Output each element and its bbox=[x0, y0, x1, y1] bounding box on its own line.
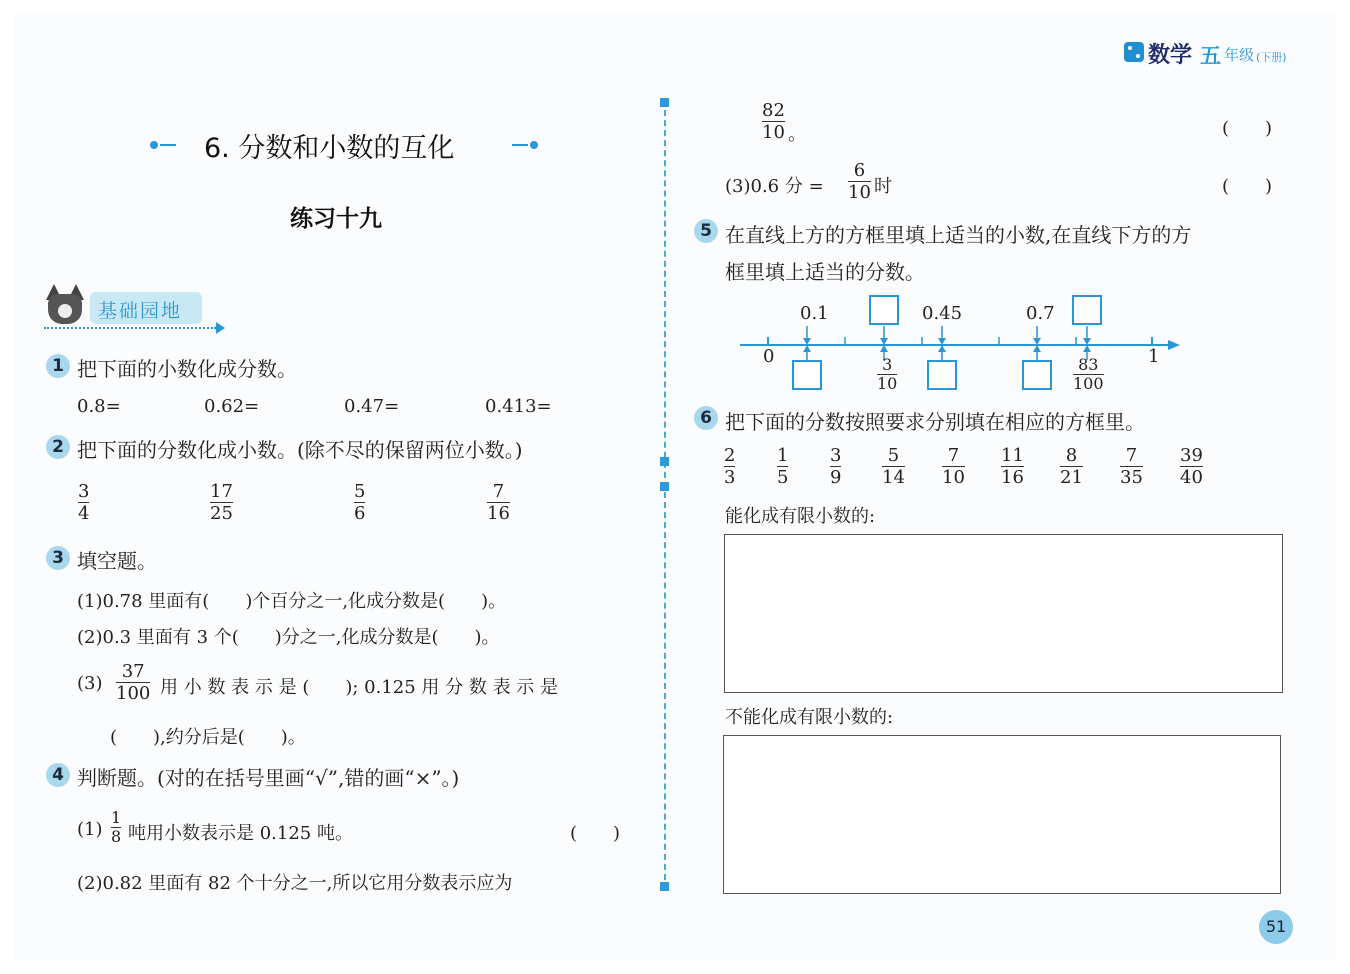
infinite-decimal-answer-box[interactable] bbox=[723, 735, 1281, 894]
number-line-label-above: 0.45 bbox=[922, 303, 963, 324]
q4-item1-prefix: (1) bbox=[77, 819, 103, 840]
infinite-decimal-label: 不能化成有限小数的: bbox=[725, 707, 894, 728]
q2-fraction: 5 6 bbox=[354, 481, 366, 524]
q4-item3-prefix: (3)0.6 分 = bbox=[725, 176, 824, 197]
q6-text: 把下面的分数按照要求分别填在相应的方框里。 bbox=[725, 410, 1145, 434]
q4-item2-answer[interactable]: ( ) bbox=[1222, 118, 1273, 139]
divider-marker bbox=[660, 482, 669, 491]
header-grade: 年级 bbox=[1224, 46, 1255, 64]
arrow-icon bbox=[216, 322, 225, 334]
q3-line3-fraction: 37 100 bbox=[116, 661, 151, 704]
number-line-fraction: 3 10 bbox=[877, 355, 898, 393]
divider-marker bbox=[660, 98, 669, 107]
header-subject: 数学 bbox=[1148, 43, 1193, 68]
title-decoration-right bbox=[512, 141, 538, 149]
q5-line1: 在直线上方的方框里填上适当的小数,在直线下方的方 bbox=[725, 223, 1192, 247]
q4-text: 判断题。(对的在括号里画“√”,错的画“×”。) bbox=[77, 766, 460, 790]
q3-line1: (1)0.78 里面有( )个百分之一,化成分数是( )。 bbox=[77, 591, 507, 612]
q3-line4: ( ),约分后是( )。 bbox=[110, 727, 306, 748]
q4-item1-fraction: 1 8 bbox=[111, 808, 122, 846]
divider-marker bbox=[660, 457, 669, 466]
q6-fraction: 39 40 bbox=[1180, 445, 1203, 488]
badge-label: 基础园地 bbox=[98, 300, 183, 322]
q6-fraction: 7 10 bbox=[942, 445, 965, 488]
q6-fraction: 3 9 bbox=[830, 445, 842, 488]
finite-decimal-answer-box[interactable] bbox=[724, 534, 1283, 693]
q2-number: 2 bbox=[46, 435, 70, 459]
q6-fraction: 11 16 bbox=[1001, 445, 1024, 488]
number-line-label-above: 0.7 bbox=[1026, 303, 1055, 324]
q6-fraction: 7 35 bbox=[1120, 445, 1143, 488]
title-decoration-left bbox=[150, 141, 176, 149]
q3-line2: (2)0.3 里面有 3 个( )分之一,化成分数是( )。 bbox=[77, 627, 500, 648]
q4-item3-fraction: 6 10 bbox=[848, 160, 871, 203]
q4-number: 4 bbox=[46, 763, 70, 787]
number-line-answer-box[interactable] bbox=[1072, 295, 1102, 325]
number-line-answer-box[interactable] bbox=[1022, 360, 1052, 390]
q1-text: 把下面的小数化成分数。 bbox=[77, 357, 297, 381]
q4-item3-end: 时 bbox=[874, 176, 892, 197]
number-line-fraction: 83 100 bbox=[1073, 355, 1104, 393]
number-line-label-above: 0.1 bbox=[800, 303, 829, 324]
q4-item2-fraction: 82 10 bbox=[762, 100, 785, 143]
header-volume: (下册) bbox=[1256, 51, 1287, 64]
finite-decimal-label: 能化成有限小数的: bbox=[725, 506, 876, 527]
q5-line2: 框里填上适当的分数。 bbox=[725, 260, 925, 284]
page-divider bbox=[664, 100, 666, 890]
header-grade-num: 五 bbox=[1200, 44, 1221, 68]
q3-line3-text: 用 小 数 表 示 是 ( ); 0.125 用 分 数 表 示 是 bbox=[160, 677, 559, 698]
q4-item3-answer[interactable]: ( ) bbox=[1222, 176, 1273, 197]
section-subtitle: 练习十九 bbox=[290, 206, 382, 232]
q4-item1-answer[interactable]: ( ) bbox=[570, 823, 621, 844]
q1-item: 0.8= bbox=[77, 396, 121, 417]
q1-item: 0.47= bbox=[344, 396, 400, 417]
badge-underline bbox=[44, 327, 216, 329]
q6-fraction: 2 3 bbox=[724, 445, 736, 488]
q2-fraction: 3 4 bbox=[78, 481, 90, 524]
mascot-icon bbox=[46, 284, 86, 326]
number-line-answer-box[interactable] bbox=[927, 360, 957, 390]
q6-fraction: 5 14 bbox=[882, 445, 905, 488]
q1-number: 1 bbox=[46, 354, 70, 378]
number-line-answer-box[interactable] bbox=[792, 360, 822, 390]
q3-text: 填空题。 bbox=[77, 549, 157, 573]
q2-fraction: 17 25 bbox=[210, 481, 233, 524]
q6-fraction: 8 21 bbox=[1060, 445, 1083, 488]
q4-item2-text: (2)0.82 里面有 82 个十分之一,所以它用分数表示应为 bbox=[77, 873, 513, 894]
badge bbox=[44, 282, 234, 338]
q1-item: 0.413= bbox=[485, 396, 552, 417]
q3-line3-prefix: (3) bbox=[77, 673, 103, 694]
q6-fraction: 1 5 bbox=[777, 445, 789, 488]
q4-item1-text: 吨用小数表示是 0.125 吨。 bbox=[128, 823, 353, 844]
q5-number: 5 bbox=[694, 219, 718, 243]
q6-number: 6 bbox=[694, 406, 718, 430]
q2-text: 把下面的分数化成小数。(除不尽的保留两位小数。) bbox=[77, 438, 523, 462]
divider-marker bbox=[660, 882, 669, 891]
q4-item2-end: 。 bbox=[788, 124, 806, 145]
page-number: 51 bbox=[1259, 910, 1293, 944]
q2-fraction: 7 16 bbox=[487, 481, 510, 524]
number-line-answer-box[interactable] bbox=[869, 295, 899, 325]
q3-number: 3 bbox=[46, 546, 70, 570]
q1-item: 0.62= bbox=[204, 396, 260, 417]
section-title: 6. 分数和小数的互化 bbox=[204, 133, 455, 164]
number-line-zero: 0 bbox=[763, 346, 775, 367]
number-line-one: 1 bbox=[1148, 346, 1160, 367]
dice-icon bbox=[1124, 42, 1144, 62]
